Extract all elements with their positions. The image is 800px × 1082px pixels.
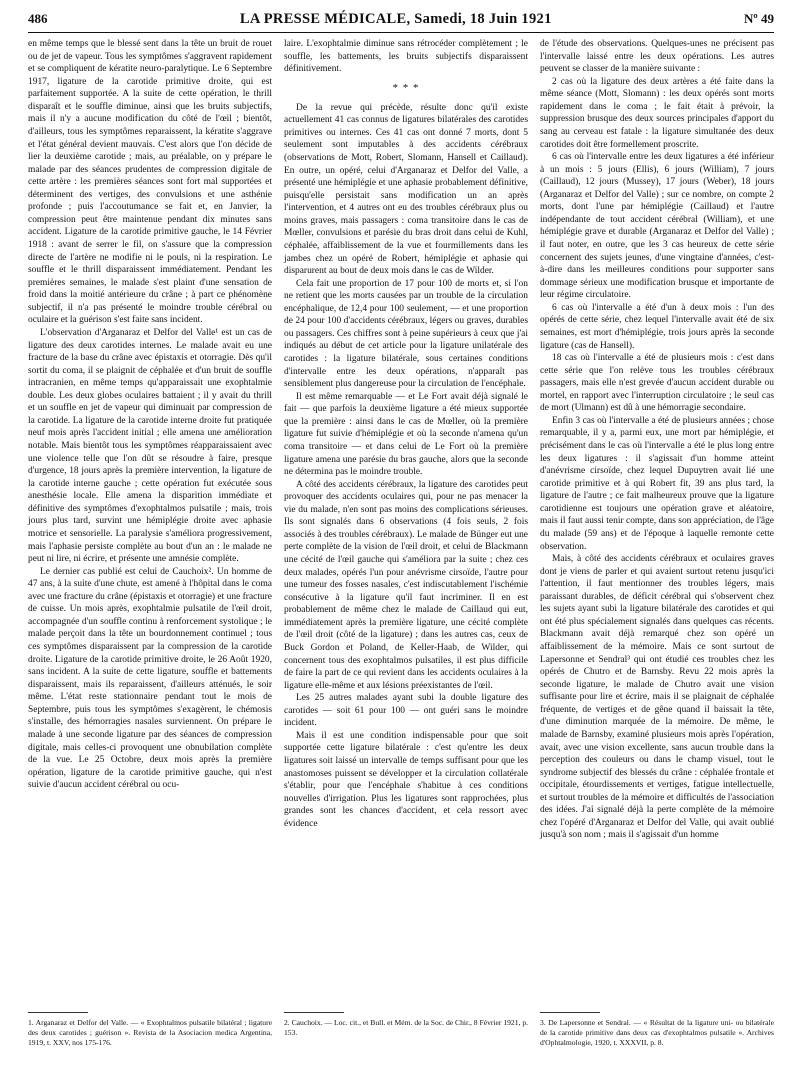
paragraph: Mais, à côté des accidents cérébraux et oculaires graves dont je viens de parler et qui avaient surtout retenu jusqu'ici l'attention, il faut mentionner des troubles légers, mais paraissant durables, de déficit cérébral qui s'observent chez les sujets ayant subi la ligature bilatérale des carotides et qui ont été plus spécialement signalés dans quelques cas récents. Blackmann avait déjà remarqué chez son opéré un affaiblissement de la mémoire. Mais ce sont surtout de Lapersonne et Sendral³ qui ont étudié ces troubles chez les opérés de Chutro et de Barnsby. Revu 22 mois après la seconde ligature, le malade de Chutro avait une vision suffisante pour lire et écrire, mais il se plaignait de céphalée fréquente, de vertiges et de gêne quand il baissait la tête, d'une diminution marquée de la mémoire. De même, le malade de Barnsby, examiné plusieurs mois après l'opération, avait, avec une vision excellente, sans aucun trouble dans la perception des couleurs ou dans le champ visuel, tout le syndrome subjectif des blessés du crâne : céphalée frontale et occipitale, étourdissements et vertiges, fatigue intellectuelle, et surtout troubles de la mémoire et difficultés de l'association des idées. J'ai signalé déjà la perte complète de la mémoire chez l'opéré d'Arganaraz et Delfor del Valle, qui avait oublié jusqu'à son nom ; mais il s'agissait d'un homme [540,554,774,841]
column-2 [284,38,528,830]
paragraph: Il est même remarquable — et Le Fort avait déjà signalé le fait — que parfois la deuxième ligature a été mieux supportée que la première : ainsi dans le cas de Mœller, où la première ligature fut suivie d'hémiplégie et où la seconde n'amena qu'un coma transitoire — et dans celui de Le Fort où la première ligature amena une parésie du bras gauche, alors que la seconde ne détermina pas le moindre trouble. [284,391,528,478]
paragraph: 18 cas où l'intervalle a été de plusieurs mois : c'est dans cette série que l'on relève tous les troubles cérébraux passagers, mais elle n'est grevée d'aucun accident durable ou mortel, en rapport avec l'interruption circulatoire ; le seul cas de mort (Ulmann) est dû à une hémorragie secondaire. [540,353,774,414]
paragraph: Enfin 3 cas où l'intervalle a été de plusieurs années ; chose remarquable, il y a, parmi eux, une mort par hémiplégie, et précisément dans le cas où l'intervalle a été le plus long entre les deux ligatures : il s'agissait d'un homme atteint d'anévrisme cirsoïde, chez lequel Dupuytren avait lié une carotide primitive et à qui Robert fit, 39 ans plus tard, la ligature de l'autre ; ce fait malheureux prouve que la ligature carotidienne est toujours une opération grave et aléatoire, mais il faut aussi tenir compte, dans son appréciation, de l'âge du malade (59 ans) et de l'époque à laquelle remonte cette observation. [540,415,774,552]
page-header [28,6,774,32]
paragraph: Les 25 autres malades ayant subi la double ligature des carotides — soit 61 pour 100 — ont guéri sans le moindre incident. [284,693,528,729]
footnote-1: 1. Arganaraz et Delfor del Valle. — « Exophtalmos pulsatile bilatéral ; ligature des deux carotides ; guérison ». Revista de la Asociacion medica Argentina, 1919, t. XXV, nos 175-176. [28,1018,272,1048]
paragraph: L'observation d'Arganaraz et Delfor del Valle¹ est un cas de ligature des deux carotides internes. Le malade avait eu une fracture de la base du crâne avec épistaxis et otorragie. Dès qu'il sortit du coma, il se plaignit de céphalée et d'un bruit de souffle intracranien, en même temps qu'apparaissait une exophtalmie double. Les deux globes oculaires battaient ; il y avait du thrill et un souffle en jet de vapeur qui diminuait par compression de la carotide. La ligature de la carotide interne droite fut pratiquée neuf mois après l'accident initial ; elle amena une amélioration notable. Mais bientôt tous les symptômes réapparaissaient avec une violence telle que l'on dût se résoudre à faire, presque d'urgence, 18 jours après la première intervention, la ligature de la carotide interne gauche ; cette opération fut exécutée sous anesthésie locale. Elle amena la disparition immédiate et définitive des symptômes d'exophtalmos pulsatile ; mais, trois jours plus tard, survint une hémiplégie droite avec aphasie motrice et sensorielle. La paralysie s'améliora progressivement, mais l'aphasie persiste complète au bout d'un an : le malade ne peut ni lire, ni écrire, et présente une amnésie complète. [28,327,272,565]
footnote-2: 2. Cauchoix. — Loc. cit., et Bull. et Mém. de la Soc. de Chir., 8 Février 1921, p. 153. [284,1018,529,1038]
paragraph: Mais il est une condition indispensable pour que soit supportée cette ligature bilatérale : c'est qu'entre les deux ligatures soit laissé un intervalle de temps suffisant pour que les anastomoses puissent se développer et la circulation collatérale s'établir, pour que l'encéphale s'habitue à ces conditions nouvelles d'irrigation. Plus les ligatures sont rapprochées, plus grandes sont les chances d'accident, et cela ressort avec évidence [284,730,528,829]
paragraph: de l'étude des observations. Quelques-unes ne précisent pas l'intervalle laissé entre les deux opérations. Les autres peuvent se classer de la manière suivante : [540,39,774,75]
footnote-rule [28,1012,88,1013]
paragraph: 6 cas où l'intervalle a été d'un à deux mois : l'un des opérés de cette série, chez lequel l'intervalle avait été de six semaines, est mort d'hémiplégie, trois jours après la seconde ligature (cas de Hansell). [540,302,774,351]
paragraph: De la revue qui précède, résulte donc qu'il existe actuellement 41 cas connus de ligatures bilatérales des carotides primitives ou internes. Ces 41 cas ont donné 7 morts, dont 5 seulement sont imputables à des accidents cérébraux (observations de Mott, Robert, Slomann, Hansell et Caillaud). En outre, un opéré, celui d'Arganaraz et Delfor del Valle, a présenté une hémiplégie et une aphasie probablement définitive, puisqu'elle persistait sans modification un an après l'intervention, et 4 autres ont eu des troubles cérébraux plus ou moins graves, mais passagers : coma transitoire dans le cas de Mœller, convulsions et parésie du bras droit dans celui de Kuhl, céphalée, affaiblissement de la vue et fourmillements dans les jambes chez un opéré de Robert, hémiplégie et aphasie qui disparurent au bout de deux mois dans le cas de Wilder. [284,102,528,277]
paragraph: 6 cas où l'intervalle entre les deux ligatures a été inférieur à un mois : 5 jours (Ellis), 6 jours (William), 7 jours (Caillaud), 12 jours (Mussey), 17 jours (Weber), 18 jours (Arganaraz et Delfor del Valle) ; sur ce nombre, on compte 2 morts, dont l'une par hémiplégie (Caillaud) et l'autre indépendante de tout accident cérébral (William), et une hémiplégie grave et durable (Arganaraz et Delfor del Valle) ; il faut noter, en outre, que les 3 cas heureux de cette série concernent des sujets jeunes, d'une vingtaine d'années, c'est-à-dire dans les meilleures conditions pour supporter sans dommage sérieux une modification brusque et importante de leur régime circulatoire. [540,152,774,301]
footnote-3: 3. De Lapersonne et Sendral. — « Résultat de la ligature uni- ou bilatérale de la carotide primitive dans deux cas d'exophtalmos pulsatile ». Archives d'Ophtalmologie, 1920, t. XXXVII, p. 8. [540,1018,774,1048]
paragraph: Le dernier cas publié est celui de Cauchoix². Un homme de 47 ans, à la suite d'une chute, est amené à l'hôpital dans le coma avec une fracture du crâne (épistaxis et otorragie) et une fracture de cuisse. Un mois après, exophtalmie pulsatile de l'œil droit, accompagnée d'un souffle continu à renforcement systolique ; le malade perçoit dans la tête un bourdonnement continuel ; tous ces symptômes disparaissent par la compression de la carotide droite. Ligature de la carotide primitive droite, le 26 Août 1920, sans incident. A la suite de cette ligature, souffle et battements disparaissent, mais ils reparaissent, d'ailleurs atténués, le soir même. L'état reste stationnaire pendant tout le mois de Septembre, puis tous les symptômes s'exagèrent, le chémosis s'installe, des hémorragies nasales surviennent. On prépare le malade à une seconde ligature par des séances de compression digitale, mais celles-ci provoquent une obnubilation complète de la vue. Le 25 Octobre, deux mois après la première opération, ligature de la carotide primitive gauche, qui n'est suivie d'aucun accident cérébral ou ocu- [28,566,272,791]
section-asterism: * * * [392,81,420,94]
footnote-rule [540,1012,600,1013]
paragraph: A côté des accidents cérébraux, la ligature des carotides peut provoquer des accidents oculaires qui, pour ne pas menacer la vie du malade, n'en sont pas moins des complications sérieuses. Ils sont signalés dans 6 observations (4 fois seuls, 2 fois associés à des troubles cérébraux). Le malade de Bünger eut une perte complète de la vision de l'œil droit, et celui de Blackmann une cécité de l'œil gauche qui s'améliora par la suite ; chez ces deux malades, opérés l'un pour anévrisme cirsoïde, l'autre pour une tumeur des fosses nasales, c'est indiscutablement l'ischémie consécutive à la ligature qu'il faut incriminer. Il en est probablement de même chez le malade de Caillaud qui eut, immédiatement après la première ligature, une cécité complète de l'œil droit (côté de la ligature) ; dans les autres cas, ceux de Buck Gordon et Poland, de Keller-Haab, de Wilder, qui concernent tous des exophtalmos pulsatiles, il est plus difficile de faire la part de ce qui revient dans les accidents oculaires à la ligature elle-même et aux lésions préexistantes de l'œil. [284,479,528,691]
paragraph: laire. L'exophtalmie diminue sans rétrocéder complètement ; le souffle, les battements, les bruits subjectifs disparaissent définitivement. [284,39,528,75]
column-3 [540,38,774,842]
paragraph: Cela fait une proportion de 17 pour 100 de morts et, si l'on ne retient que les morts causées par un trouble de la circulation encéphalique, de 12,4 pour 100 seulement, — et une proportion de 24 pour 100 d'accidents cérébraux, légers ou graves, durables ou passagers. Ces chiffres sont à peine supérieurs à ceux que j'ai indiqués au début de cet article pour la ligature unilatérale des carotides : la ligature bilatérale, sous certaines conditions d'intervalle entre les deux opérations, n'apparaît pas sensiblement plus dangereuse pour la circulation de l'encéphale. [284,278,528,390]
issue-number: Nº 49 [744,11,774,26]
paragraph: 2 cas où la ligature des deux artères a été faite dans la même séance (Mott, Slomann) : les deux opérés sont morts rapidement dans le coma ; le fait était à prévoir, la suppression brusque des deux sources principales d'apport du sang au cerveau est fatale : la ligature simultanée des deux carotides doit être formellement proscrite. [540,76,774,150]
header-rule [28,32,774,33]
paragraph: en même temps que le blessé sent dans la tête un bruit de rouet ou de jet de vapeur. Tous les symptômes s'aggravent rapidement et se compliquent de kératite neuro-paralytique. Le 6 Septembre 1917, ligature de la carotide primitive droite, qui est parfaitement supportée. A la suite de cette opération, le thrill disparaît et le souffle diminue, ainsi que les bruits subjectifs, mais il n'y a aucune modification du côté de l'œil ; bientôt, d'ailleurs, tous les symptômes reparaissent, la kératite s'aggrave et l'état général devient mauvais. C'est alors que l'on décide de lier la deuxième carotide ; mais, au préalable, on y prépare le malade par des séances prudentes de compression digitale de cette artère : les premières séances sont fort mal supportées et déterminent des vertiges, des convulsions et une asthénie profonde ; puis l'accoutumance se fait et, en Janvier, la compression peut être maintenue pendant dix minutes sans accident. Ligature de la carotide primitive gauche, le 14 Février 1918 : avant de serrer le fil, on s'assure que la compression directe de l'artère ne modifie ni le pouls, ni la respiration. Le souffle et le thrill disparaissent immédiatement. Pendant les premières semaines, le malade s'est plaint d'une sensation de froid dans la moitié antérieure du crâne ; à part ce phénomène subjectif, il n'a pas présenté le moindre trouble cérébral ou oculaire et la guérison s'est faite sans incident. [28,39,272,326]
page-number: 486 [28,11,48,26]
column-1 [28,38,272,792]
footnote-rule [284,1012,344,1013]
running-title: LA PRESSE MÉDICALE, Samedi, 18 Juin 1921 [239,10,552,27]
